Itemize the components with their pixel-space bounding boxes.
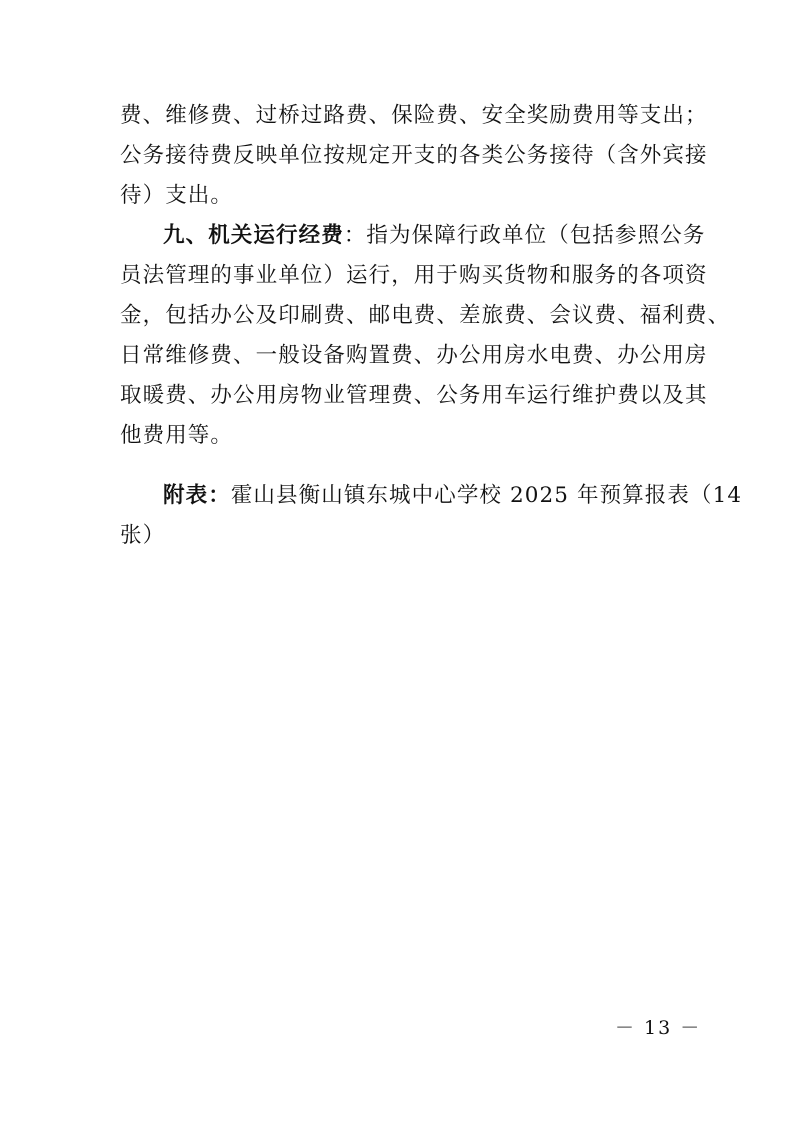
para2-line-5: 取暖费、办公用房物业管理费、公务用车运行维护费以及其: [120, 383, 708, 408]
para2-line-2: 员法管理的事业单位）运行，用于购买货物和服务的各项资: [120, 263, 708, 288]
para2-line-1-text: ：指为保障行政单位（包括参照公务: [343, 223, 706, 248]
para2-line-1: [163, 221, 705, 251]
para1-line-3: 待）支出。: [120, 183, 234, 208]
attachment-line-2: 张）: [120, 523, 166, 548]
attachment-text: 霍山县衡山镇东城中心学校 2025 年预算报表（14: [230, 483, 743, 508]
para1-line-1: 费、维修费、过桥过路费、保险费、安全奖励费用等支出；: [120, 103, 708, 128]
attachment-line-1: [163, 481, 742, 511]
page-number: － 13 －: [615, 1017, 702, 1039]
attachment-label: 附表：: [163, 483, 231, 508]
para2-heading: 九、机关运行经费: [163, 223, 344, 248]
para2-line-6: 他费用等。: [120, 423, 234, 448]
para2-line-4: 日常维修费、一般设备购置费、办公用房水电费、办公用房: [120, 343, 708, 368]
para1-line-2: 公务接待费反映单位按规定开支的各类公务接待（含外宾接: [120, 143, 708, 168]
para2-line-3: 金，包括办公及印刷费、邮电费、差旅费、会议费、福利费、: [120, 303, 731, 328]
